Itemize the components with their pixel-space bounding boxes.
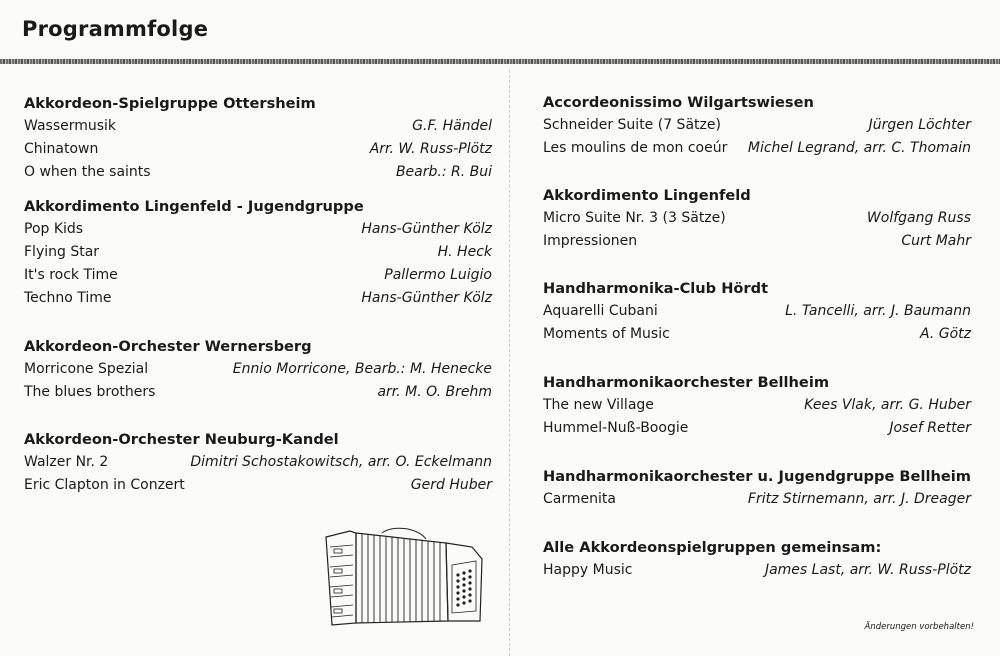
piece-composer: Wolfgang Russ: [866, 210, 971, 226]
ensemble-title: Handharmonika-Club Hördt: [543, 280, 769, 297]
ensemble-title: Akkordimento Lingenfeld - Jugendgruppe: [24, 198, 364, 215]
program-item: [24, 138, 492, 161]
piece-title: Eric Clapton in Conzert: [24, 477, 185, 493]
ensemble-title: Accordeonissimo Wilgartswiesen: [543, 94, 814, 111]
piece-title: Walzer Nr. 2: [24, 454, 109, 470]
piece-title: Schneider Suite (7 Sätze): [543, 117, 721, 133]
piece-composer: Arr. W. Russ-Plötz: [369, 141, 492, 157]
piece-title: Aquarelli Cubani: [543, 303, 658, 319]
changes-reserved-note: Änderungen vorbehalten!: [864, 622, 974, 632]
program-left-column: [24, 93, 492, 497]
piece-composer: arr. M. O. Brehm: [377, 384, 492, 400]
program-item: [543, 394, 971, 417]
piece-title: Moments of Music: [543, 326, 670, 342]
program-item: [543, 488, 971, 511]
page-fold: [509, 70, 510, 656]
piece-title: Chinatown: [24, 141, 99, 157]
piece-title: The blues brothers: [24, 384, 156, 400]
program-item: [24, 115, 492, 138]
piece-composer: James Last, arr. W. Russ-Plötz: [764, 562, 971, 578]
ensemble-block: [543, 537, 971, 582]
ensemble-title: Handharmonikaorchester u. Jugendgruppe Bellheim: [543, 468, 971, 485]
ensemble-block: [543, 185, 971, 278]
piece-composer: G.F. Händel: [412, 118, 492, 134]
piece-title: Les moulins de mon coeúr: [543, 140, 728, 156]
program-item: [543, 323, 971, 346]
piece-composer: Hans-Günther Kölz: [361, 290, 492, 306]
program-item: [24, 358, 492, 381]
ensemble-title: Akkordeon-Orchester Neuburg-Kandel: [24, 431, 339, 448]
piece-composer: A. Götz: [920, 326, 971, 342]
ensemble-block: [24, 93, 492, 196]
ensemble-block: [24, 196, 492, 336]
ensemble-block: [543, 92, 971, 185]
piece-title: Techno Time: [24, 290, 112, 306]
ensemble-block: [543, 278, 971, 372]
ensemble-title: Akkordeon-Spielgruppe Ottersheim: [24, 95, 316, 112]
program-right-column: [543, 92, 971, 582]
piece-composer: Josef Retter: [889, 420, 971, 436]
piece-title: It's rock Time: [24, 267, 118, 283]
piece-composer: Dimitri Schostakowitsch, arr. O. Eckelmann: [190, 454, 492, 470]
program-item: [543, 207, 971, 230]
piece-composer: H. Heck: [437, 244, 492, 260]
program-item: [543, 230, 971, 253]
program-item: [543, 417, 971, 440]
program-item: [24, 381, 492, 404]
piece-title: The new Village: [543, 397, 654, 413]
piece-composer: Ennio Morricone, Bearb.: M. Henecke: [232, 361, 492, 377]
piece-title: Carmenita: [543, 491, 616, 507]
accordion-icon: [322, 525, 490, 630]
piece-title: Impressionen: [543, 233, 638, 249]
piece-composer: Michel Legrand, arr. C. Thomain: [747, 140, 971, 156]
ensemble-block: [543, 466, 971, 537]
ensemble-title: Akkordeon-Orchester Wernersberg: [24, 338, 312, 355]
piece-composer: L. Tancelli, arr. J. Baumann: [785, 303, 971, 319]
program-item: [24, 241, 492, 264]
ensemble-block: [543, 372, 971, 466]
piece-title: Flying Star: [24, 244, 100, 260]
piece-title: O when the saints: [24, 164, 151, 180]
piece-composer: Bearb.: R. Bui: [395, 164, 492, 180]
program-item: [24, 218, 492, 241]
piece-composer: Hans-Günther Kölz: [361, 221, 492, 237]
program-item: [24, 474, 492, 497]
page-title: Programmfolge: [22, 17, 209, 41]
piece-composer: Jürgen Löchter: [868, 117, 971, 133]
program-item: [543, 300, 971, 323]
program-item: [24, 287, 492, 310]
program-item: [543, 559, 971, 582]
ensemble-title: Handharmonikaorchester Bellheim: [543, 374, 830, 391]
ensemble-block: [24, 429, 492, 497]
piece-title: Wassermusik: [24, 118, 117, 134]
piece-title: Pop Kids: [24, 221, 84, 237]
program-item: [543, 137, 971, 160]
ensemble-title: Akkordimento Lingenfeld: [543, 187, 751, 204]
ensemble-block: [24, 336, 492, 429]
ensemble-title: Alle Akkordeonspielgruppen gemeinsam:: [543, 539, 882, 556]
program-item: [24, 161, 492, 184]
piece-title: Hummel-Nuß-Boogie: [543, 420, 689, 436]
piece-composer: Curt Mahr: [901, 233, 971, 249]
piece-title: Happy Music: [543, 562, 633, 578]
program-item: [24, 264, 492, 287]
piece-composer: Fritz Stirnemann, arr. J. Dreager: [747, 491, 971, 507]
piece-composer: Kees Vlak, arr. G. Huber: [804, 397, 971, 413]
piece-title: Micro Suite Nr. 3 (3 Sätze): [543, 210, 726, 226]
piece-composer: Gerd Huber: [410, 477, 492, 493]
program-item: [543, 114, 971, 137]
program-item: [24, 451, 492, 474]
header-rule: [0, 59, 1000, 64]
piece-composer: Pallermo Luigio: [384, 267, 492, 283]
piece-title: Morricone Spezial: [24, 361, 149, 377]
